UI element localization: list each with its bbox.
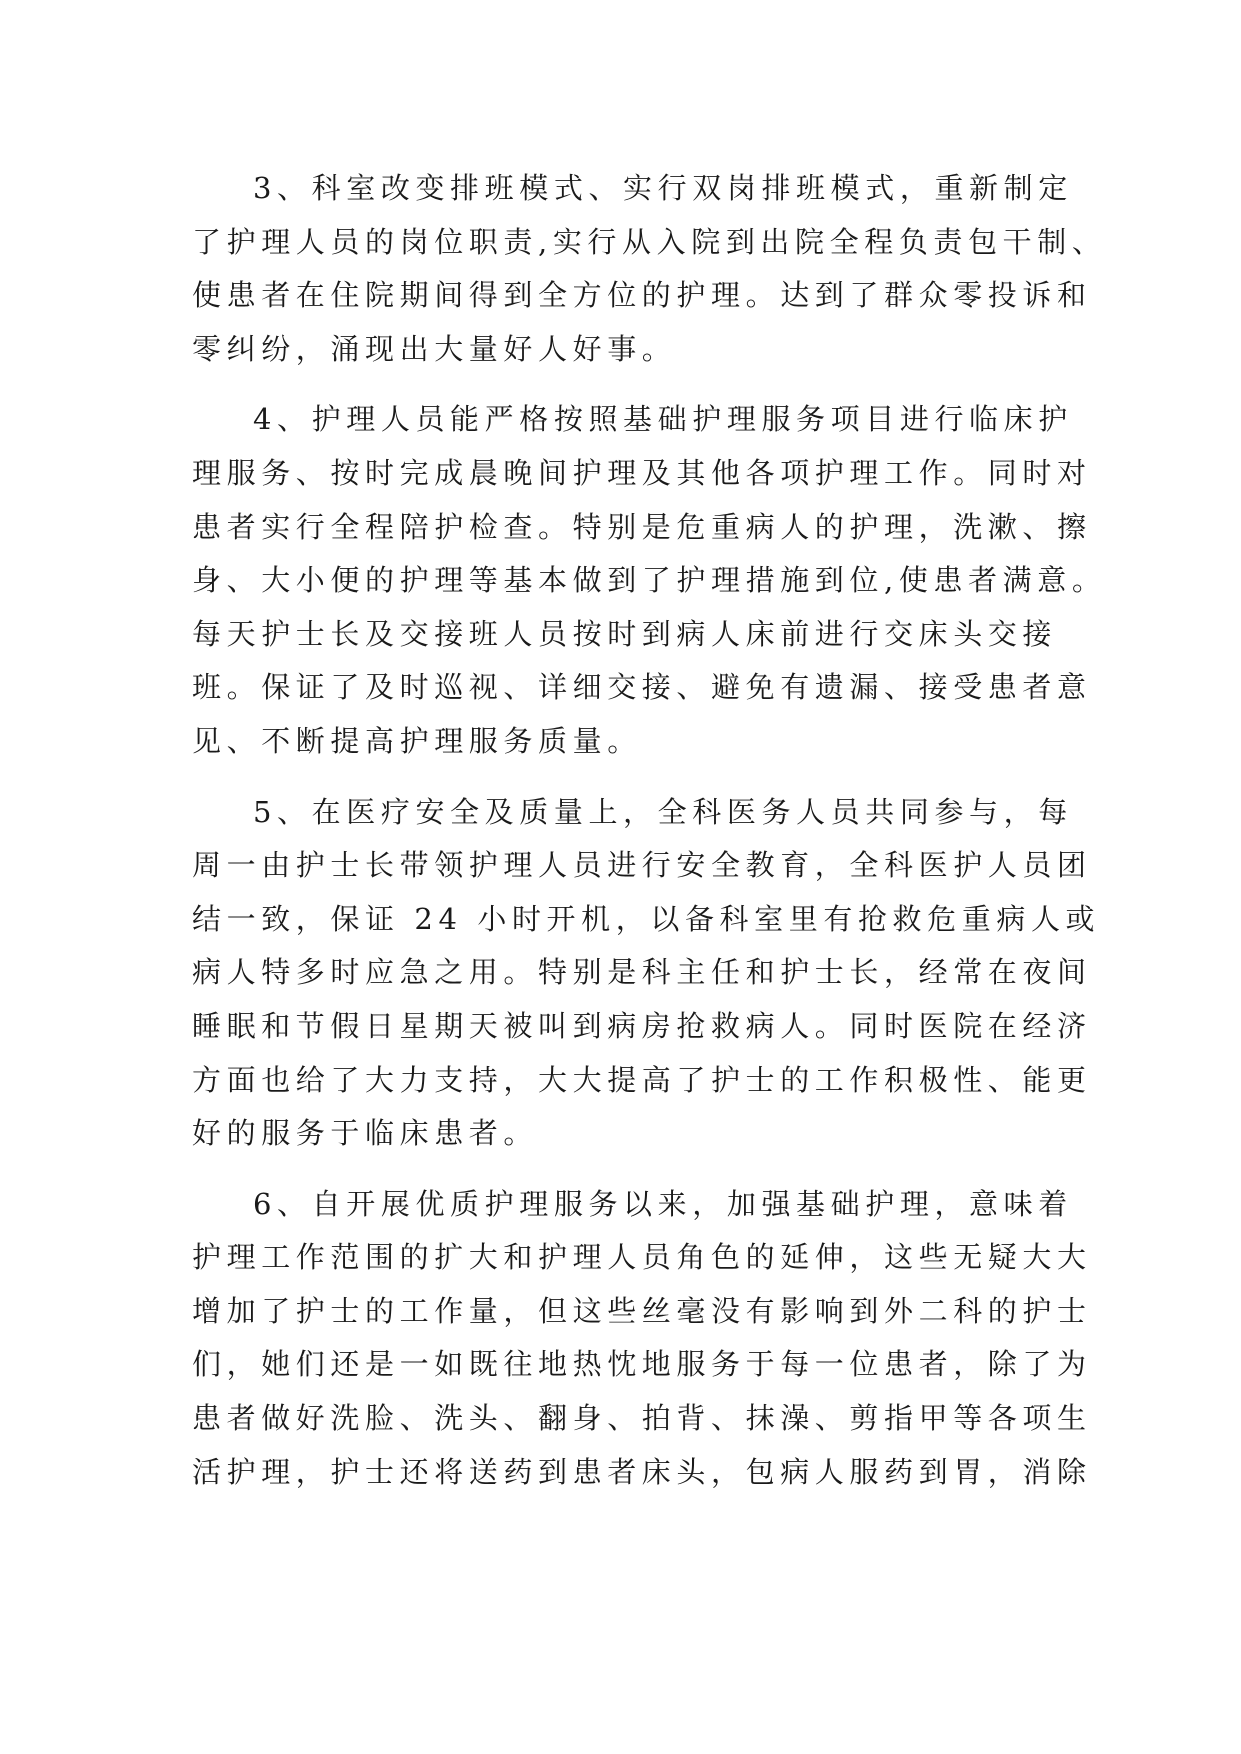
document-body xyxy=(192,162,1132,1499)
text-line: 理服务、按时完成晨晚间护理及其他各项护理工作。同时对 xyxy=(192,455,1092,490)
text-line: 好的服务于临床患者。 xyxy=(192,1116,539,1151)
text-line: 3、科室改变排班模式、实行双岗排班模式，重新制定 xyxy=(253,171,1073,205)
text-line: 们，她们还是一如既往地热忱地服务于每一位患者，除了为 xyxy=(192,1347,1092,1382)
text-line: 患者实行全程陪护检查。特别是危重病人的护理，洗漱、擦 xyxy=(192,509,1092,544)
text-line: 方面也给了大力支持，大大提高了护士的工作积极性、能更 xyxy=(192,1062,1092,1097)
text-line: 零纠纷，涌现出大量好人好事。 xyxy=(192,331,677,366)
text-line: 6、自开展优质护理服务以来，加强基础护理，意味着 xyxy=(253,1186,1073,1221)
text-line: 身、大小便的护理等基本做到了护理措施到位,使患者满意。 xyxy=(192,563,1107,598)
text-line: 结一致，保证 24 小时开机，以备科室里有抢救危重病人或 xyxy=(192,901,1101,936)
text-line: 活护理，护士还将送药到患者床头，包病人服药到胃，消除 xyxy=(192,1454,1092,1489)
text-line: 护理工作范围的扩大和护理人员角色的延伸，这些无疑大大 xyxy=(192,1240,1092,1275)
paragraph-spacer xyxy=(192,1161,1132,1178)
paragraph-3 xyxy=(192,162,1132,376)
text-line: 班。保证了及时巡视、详细交接、避免有遗漏、接受患者意 xyxy=(192,670,1092,705)
text-line: 见、不断提高护理服务质量。 xyxy=(192,723,642,758)
paragraph-5 xyxy=(192,786,1132,1161)
text-line: 病人特多时应急之用。特别是科主任和护士长，经常在夜间 xyxy=(192,955,1092,990)
text-line: 周一由护士长带领护理人员进行安全教育，全科医护人员团 xyxy=(192,848,1092,883)
text-line: 了护理人员的岗位职责,实行从入院到出院全程负责包干制、 xyxy=(192,224,1107,259)
text-line: 睡眠和节假日星期天被叫到病房抢救病人。同时医院在经济 xyxy=(192,1008,1092,1043)
paragraph-6 xyxy=(192,1178,1132,1500)
paragraph-spacer xyxy=(192,769,1132,786)
text-line: 4、护理人员能严格按照基础护理服务项目进行临床护 xyxy=(253,402,1073,437)
paragraph-spacer xyxy=(192,376,1132,393)
text-line: 患者做好洗脸、洗头、翻身、拍背、抹澡、剪指甲等各项生 xyxy=(192,1401,1092,1436)
text-line: 使患者在住院期间得到全方位的护理。达到了群众零投诉和 xyxy=(192,278,1092,313)
text-line: 每天护士长及交接班人员按时到病人床前进行交床头交接 xyxy=(192,616,1058,651)
paragraph-4 xyxy=(192,393,1132,768)
text-line: 增加了护士的工作量，但这些丝毫没有影响到外二科的护士 xyxy=(192,1293,1092,1328)
text-line: 5、在医疗安全及质量上，全科医务人员共同参与，每 xyxy=(253,794,1073,829)
